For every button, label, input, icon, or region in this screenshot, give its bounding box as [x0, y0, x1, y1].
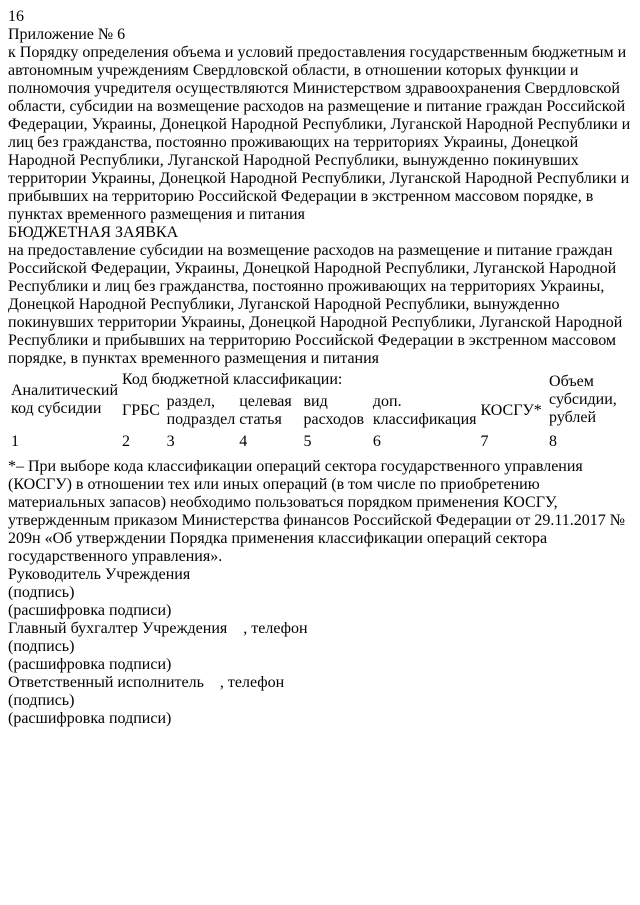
table-cell — [302, 454, 369, 456]
signature-accountant — [8, 620, 632, 638]
appendix-title: Приложение № 6 — [8, 26, 126, 43]
accountant-phone-label: , телефон — [243, 620, 308, 637]
executor-phone-label: , телефон — [219, 674, 285, 691]
header-grbs: ГРБС — [122, 402, 160, 419]
header-extra-classification: доп. классификация — [372, 393, 477, 428]
executor-label: Ответственный исполнитель — [8, 674, 204, 691]
form-title: БЮДЖЕТНАЯ ЗАЯВКА — [8, 224, 179, 241]
header-expense-type: вид расходов — [303, 393, 365, 428]
signature-executor — [8, 674, 632, 692]
header-target-article: целевая статья — [239, 393, 292, 428]
header-subsidy-amount: Объем субсидии, рублей — [549, 373, 617, 426]
table-cell — [372, 454, 478, 456]
decode-caption: (расшифровка подписи) — [8, 710, 172, 727]
table-cell — [121, 454, 164, 456]
head-label: Руководитель Учреждения — [8, 566, 191, 583]
signature-caption: (подпись) — [8, 584, 75, 601]
header-kosgu: КОСГУ* — [480, 402, 542, 419]
signature-caption: (подпись) — [8, 692, 75, 709]
table-cell — [480, 454, 547, 456]
column-number: 3 — [166, 433, 175, 450]
column-number: 5 — [303, 433, 312, 450]
form-subtitle: на предоставление субсидии на возмещение расходов на размещение и питание граждан Российской Федерации, Украины, Донецкой Народной Республики, Луганской Народной Республики и лиц без гражданства, постоянно проживающих на территориях Украины, Донецкой Народной Республики, Луганской Народной Республики, вынужденно покинувших территории Украины, Донецкой Народной Республики, Луганской Народной Республики и прибывших на территорию Российской Федерации в экстренном массовом порядке, в пунктах временного размещения и питания — [8, 242, 623, 367]
table-cell — [10, 454, 119, 456]
column-number: 2 — [122, 433, 131, 450]
signature-head — [8, 566, 632, 584]
decode-caption: (расшифровка подписи) — [8, 602, 172, 619]
accountant-label: Главный бухгалтер Учреждения — [8, 620, 228, 637]
appendix-block — [8, 26, 632, 224]
signature-caption: (подпись) — [8, 638, 75, 655]
table-cell — [166, 454, 237, 456]
appendix-text: к Порядку определения объема и условий предоставления государственным бюджетным и автономным учреждениям Свердловской области, в отношении которых функции и полномочия учредителя осуществляются Министерством здравоохранения Свердловской области, субсидии на возмещение расходов на размещение и питание граждан Российской Федерации, Украины, Донецкой Народной Республики, Луганской Народной Республики и лиц без гражданства, постоянно проживающих на территориях Украины, Донецкой Народной Республики, Луганской Народной Республики, вынужденно покинувших территории Украины, Донецкой Народной Республики, Луганской Народной Республики и прибывших на территорию Российской Федерации в экстренном массовом порядке, в пунктах временного размещения и питания — [8, 44, 631, 223]
column-number: 7 — [480, 433, 489, 450]
decode-caption: (расшифровка подписи) — [8, 656, 172, 673]
header-section: раздел, подраздел — [166, 393, 236, 428]
footnote: *– При выборе кода классификации операций сектора государственного управления (КОСГУ) в отношении тех или иных операций (в том числе по приобретению материальных запасов) необходимо пользоваться порядком применения КОСГУ, утвержденным приказом Министерства финансов Российской Федерации от 29.11.2017 № 209н «Об утверждении Порядка применения классификации операций сектора государственного управления». — [8, 458, 625, 565]
column-number: 6 — [372, 433, 381, 450]
header-budget-classification: Код бюджетной классификации: — [122, 371, 343, 388]
header-analytic-code: Аналитический код субсидии — [11, 382, 119, 417]
rotated-page — [8, 8, 632, 728]
column-number: 8 — [549, 433, 558, 450]
table-cell — [548, 454, 630, 456]
page-number: 16 — [8, 8, 24, 25]
column-number: 4 — [239, 433, 248, 450]
table-cell — [238, 454, 300, 456]
budget-table — [8, 368, 632, 458]
column-number: 1 — [11, 433, 19, 450]
